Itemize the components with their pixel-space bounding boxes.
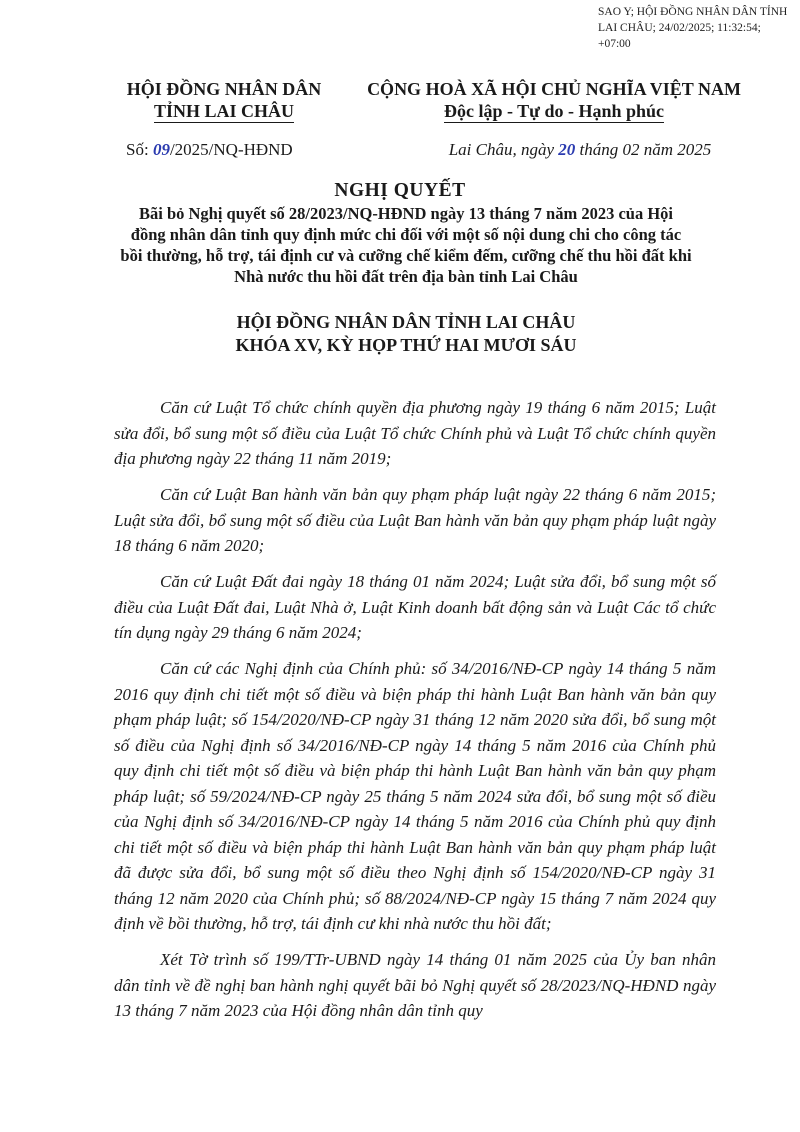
doc-no-suffix: /2025/NQ-HĐND <box>169 140 293 159</box>
digital-copy-stamp: SAO Y; HỘI ĐỒNG NHÂN DÂN TỈNH LAI CHÂU; 24/02/2025; 11:32:54; +07:00 <box>598 6 788 50</box>
preamble-paragraph: Xét Tờ trình số 199/TTr-UBND ngày 14 tháng 01 năm 2025 của Ủy ban nhân dân tỉnh về đề nghị ban hành nghị quyết bãi bỏ Nghị quyết số 28/2023/NQ-HĐND ngày 13 tháng 7 năm 2023 của Hội đồng nhân dân tỉnh quy <box>114 950 716 1020</box>
preamble-paragraph: Căn cứ các Nghị định của Chính phủ: số 34/2016/NĐ-CP ngày 14 tháng 5 năm 2016 quy định chi tiết một số điều và biện pháp thi hành Luật Ban hành văn bản quy phạm pháp luật; số 154/2020/NĐ-CP ngày 31 tháng 12 năm 2020 sửa đổi, bổ sung một số điều của Nghị định số 34/2016/NĐ-CP ngày 14 tháng 5 năm 2016 của Chính phủ quy định chi tiết một số điều và biện pháp thi hành Luật Ban hành văn bản quy phạm pháp luật; số 59/2024/NĐ-CP ngày 25 tháng 5 năm 2024 sửa đổi, bổ sung một số điều của Nghị định số 34/2016/NĐ-CP ngày 14 tháng 5 năm 2016 của Chính phủ quy định chi tiết một số điều và biện pháp thi hành Luật Ban hành văn bản quy phạm pháp luật đã được sửa đổi, bổ sung một số điều theo Nghị định số 154/2020/NĐ-CP ngày 31 tháng 12 năm 2020 của Chính phủ; số 88/2024/NĐ-CP ngày 15 tháng 7 năm 2024 quy định về bồi thường, hỗ trợ, tái định cư khi nhà nước thu hồi đất; <box>114 659 716 933</box>
date-day-handwritten: 20 <box>558 140 576 159</box>
council-line-1: HỘI ĐỒNG NHÂN DÂN TỈNH LAI CHÂU <box>236 312 576 332</box>
document-title: NGHỊ QUYẾT <box>334 180 466 201</box>
nation-name: CỘNG HOÀ XÃ HỘI CHỦ NGHĨA VIỆT NAM <box>367 79 741 99</box>
document-number <box>126 140 366 160</box>
authority-line-1: HỘI ĐỒNG NHÂN DÂN <box>126 79 322 99</box>
preamble <box>114 395 716 1034</box>
issue-date <box>400 140 760 160</box>
document-subtitle: Bãi bỏ Nghị quyết số 28/2023/NQ-HĐND ngày 13 tháng 7 năm 2023 của Hội đồng nhân dân tỉnh quy định mức chi đối với một số nội dung chi cho công tác bồi thường, hỗ trợ, tái định cư và cưỡng chế kiểm đếm, cưỡng chế thu hồi đất khi Nhà nước thu hồi đất trên địa bàn tỉnh Lai Châu <box>120 204 692 286</box>
issuing-authority <box>108 78 340 122</box>
preamble-paragraph: Căn cứ Luật Tổ chức chính quyền địa phương ngày 19 tháng 6 năm 2015; Luật sửa đổi, bổ sung một số điều của Luật Tổ chức Chính phủ và Luật Tổ chức chính quyền địa phương ngày 22 tháng 11 năm 2019; <box>114 398 716 468</box>
date-prefix: Lai Châu, ngày <box>448 140 555 159</box>
national-motto <box>352 78 756 122</box>
motto: Độc lập - Tự do - Hạnh phúc <box>443 101 665 121</box>
preamble-paragraph: Căn cứ Luật Đất đai ngày 18 tháng 01 năm 2024; Luật sửa đổi, bổ sung một số điều của Luật Đất đai, Luật Nhà ở, Luật Kinh doanh bất động sản và Luật Các tổ chức tín dụng ngày 29 tháng 6 năm 2024; <box>114 572 716 642</box>
council-heading <box>120 311 692 357</box>
preamble-paragraph: Căn cứ Luật Ban hành văn bản quy phạm pháp luật ngày 22 tháng 6 năm 2015; Luật sửa đổi, bổ sung một số điều của Luật Ban hành văn bản quy phạm pháp luật ngày 18 tháng 6 năm 2020; <box>114 485 716 555</box>
authority-line-2: TỈNH LAI CHÂU <box>153 101 295 121</box>
doc-no-prefix: Số: <box>126 140 149 159</box>
doc-no-handwritten: 09 <box>152 140 170 159</box>
council-line-2: KHÓA XV, KỲ HỌP THỨ HAI MƯƠI SÁU <box>235 335 577 355</box>
date-suffix: tháng 02 năm 2025 <box>579 140 712 159</box>
